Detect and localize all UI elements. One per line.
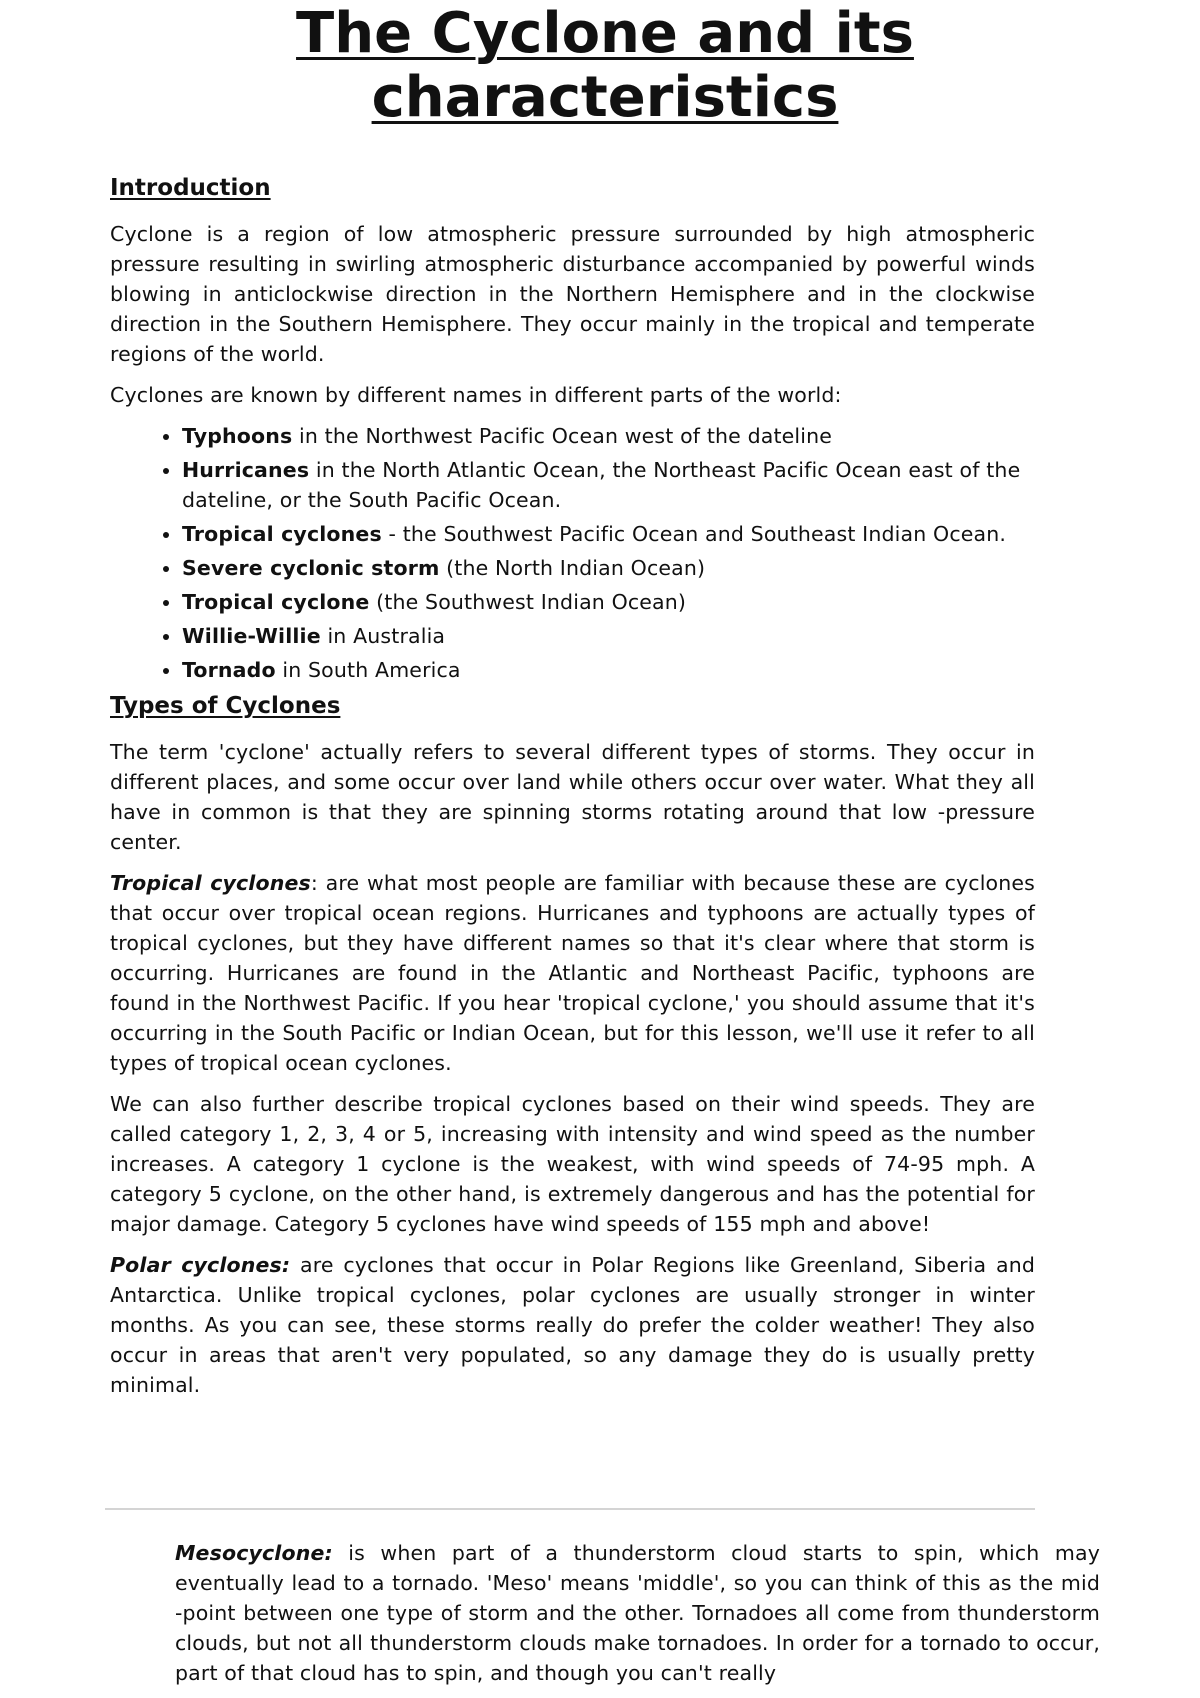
tropical-cyclones-text: : are what most people are familiar with because these are cyclones that occur over tropical ocean regions. Hurricanes and typhoons are actually types of tropical cyclones, but they have different names so that it's clear where that storm is occurring. Hurricanes are found in the Atlantic and Northeast Pacific, typhoons are found in the Northwest Pacific. If you hear 'tropical cyclone,' you should assume that it's occurring in the South Pacific or Indian Ocean, but for this lesson, we'll use it refer to all types of tropical ocean cyclones.: [110, 871, 1035, 1075]
types-intro-paragraph: The term 'cyclone' actually refers to several different types of storms. They occur in different places, and some occur over land while others occur over water. What they all have in common is that they are spinning storms rotating around that low -pressure center.: [110, 740, 1035, 854]
list-item: [182, 553, 1062, 583]
names-intro-paragraph: Cyclones are known by different names in different parts of the world:: [110, 383, 842, 407]
categories-paragraph: We can also further describe tropical cyclones based on their wind speeds. They are called category 1, 2, 3, 4 or 5, increasing with intensity and wind speed as the number increases. A category 1 cyclone is the weakest, with wind speeds of 74-95 mph. A category 5 cyclone, on the other hand, is extremely dangerous and has the potential for major damage. Category 5 cyclones have wind speeds of 155 mph and above!: [110, 1092, 1035, 1236]
polar-cyclones-paragraph: [110, 1250, 1035, 1400]
types-heading: Types of Cyclones: [110, 693, 341, 719]
list-item-term: Severe cyclonic storm: [182, 556, 440, 580]
tropical-cyclones-paragraph: [110, 868, 1035, 1078]
list-item-term: Willie-Willie: [182, 624, 321, 648]
list-item-text: - the Southwest Pacific Ocean and Southeast Indian Ocean.: [381, 522, 1007, 546]
list-item: [182, 655, 1062, 685]
mesocyclone-paragraph: [175, 1538, 1100, 1688]
list-item-term: Tropical cyclone: [182, 590, 370, 614]
document-title: The Cyclone and its characteristics: [296, 1, 914, 130]
list-item: [182, 421, 1062, 451]
list-item: [182, 455, 1062, 515]
document-body: [110, 173, 1035, 1411]
list-item: [182, 587, 1062, 617]
list-item-text: (the Southwest Indian Ocean): [369, 590, 687, 614]
mesocyclone-text: is when part of a thunderstorm cloud starts to spin, which may eventually lead to a tornado. 'Meso' means 'middle', so you can think of this as the mid -point between one type of storm and the other. Tornadoes all come from thunderstorm clouds, but not all thunderstorm clouds make tornadoes. In order for a tornado to occur, part of that cloud has to spin, and though you can't really: [175, 1541, 1100, 1685]
list-item-term: Tornado: [182, 658, 276, 682]
intro-heading: Introduction: [110, 175, 271, 201]
list-item: [182, 519, 1062, 549]
list-item-term: Typhoons: [182, 424, 293, 448]
list-item-term: Hurricanes: [182, 458, 310, 482]
cyclone-names-list: [110, 421, 1062, 685]
list-item-text: in Australia: [320, 624, 446, 648]
mesocyclone-section: [175, 1538, 1100, 1698]
list-item-text: (the North Indian Ocean): [439, 556, 706, 580]
list-item-text: in South America: [275, 658, 461, 682]
mesocyclone-term: Mesocyclone:: [175, 1541, 333, 1565]
page-divider: [105, 1508, 1035, 1510]
intro-paragraph: Cyclone is a region of low atmospheric pressure surrounded by high atmospheric pressure resulting in swirling atmospheric disturbance accompanied by powerful winds blowing in anticlockwise direction in the Northern Hemisphere and in the clockwise direction in the Southern Hemisphere. They occur mainly in the tropical and temperate regions of the world.: [110, 222, 1035, 366]
polar-cyclones-text: are cyclones that occur in Polar Regions like Greenland, Siberia and Antarctica. Unlike tropical cyclones, polar cyclones are usually stronger in winter months. As you can see, these storms really do prefer the colder weather! They also occur in areas that aren't very populated, so any damage they do is usually pretty minimal.: [110, 1253, 1036, 1397]
tropical-cyclones-term: Tropical cyclones: [110, 871, 311, 895]
list-item: [182, 621, 1062, 651]
list-item-term: Tropical cyclones: [182, 522, 382, 546]
list-item-text: in the Northwest Pacific Ocean west of the dateline: [292, 424, 833, 448]
list-item-text: in the North Atlantic Ocean, the Northeast Pacific Ocean east of the dateline, or the South Pacific Ocean.: [182, 458, 1021, 512]
polar-cyclones-term: Polar cyclones:: [110, 1253, 291, 1277]
